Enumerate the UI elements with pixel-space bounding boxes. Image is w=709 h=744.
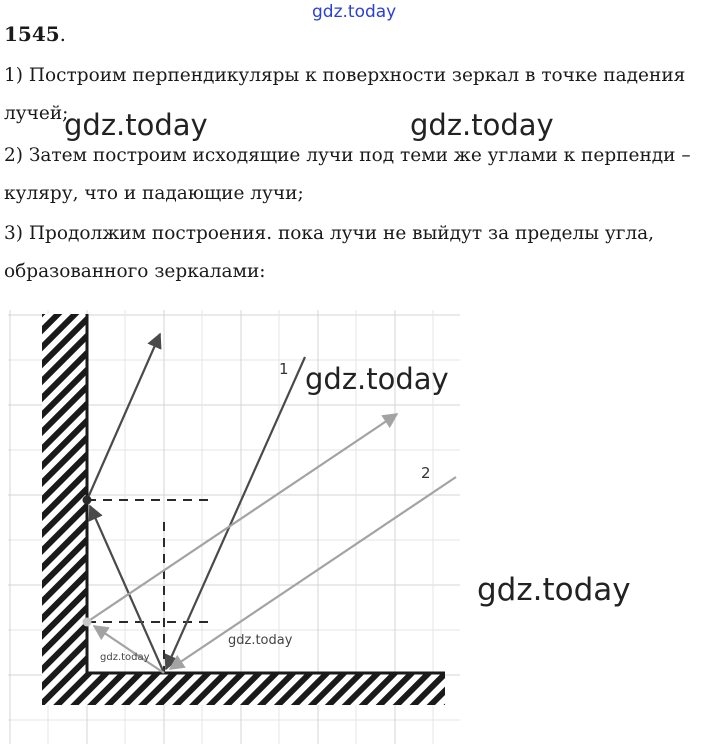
reflection-point-lower xyxy=(83,618,92,627)
text-line-3: 2) Затем построим исходящие лучи под теми же углами к перпенди – xyxy=(4,145,691,166)
watermark-small: gdz.today xyxy=(228,633,293,648)
text-line-1: 1) Построим перпендикуляры к поверхности зеркал в точке падения xyxy=(4,65,686,86)
reflection-point-top xyxy=(83,496,92,505)
problem-number: 1545. xyxy=(4,22,67,46)
watermark-top: gdz.today xyxy=(312,2,397,22)
watermark-line-left: gdz.today xyxy=(64,108,208,142)
text-line-4: куляру, что и падающие лучи; xyxy=(4,183,304,204)
ray-1-label: 1 xyxy=(279,360,289,378)
watermark-figure: gdz.today xyxy=(305,362,449,396)
watermark-line-right: gdz.today xyxy=(410,108,554,142)
ray-2-label: 2 xyxy=(421,464,431,482)
watermark-right: gdz.today xyxy=(477,572,631,608)
watermark-tiny: gdz.today xyxy=(100,652,150,663)
text-line-5: 3) Продолжим построения. пока лучи не выйдут за пределы угла, xyxy=(4,223,655,244)
normal-lines xyxy=(87,500,210,673)
vertical-mirror xyxy=(42,314,87,705)
horizontal-mirror xyxy=(42,673,445,705)
text-line-2: лучей; xyxy=(4,103,69,124)
text-line-6: образованного зеркалами: xyxy=(4,261,266,282)
